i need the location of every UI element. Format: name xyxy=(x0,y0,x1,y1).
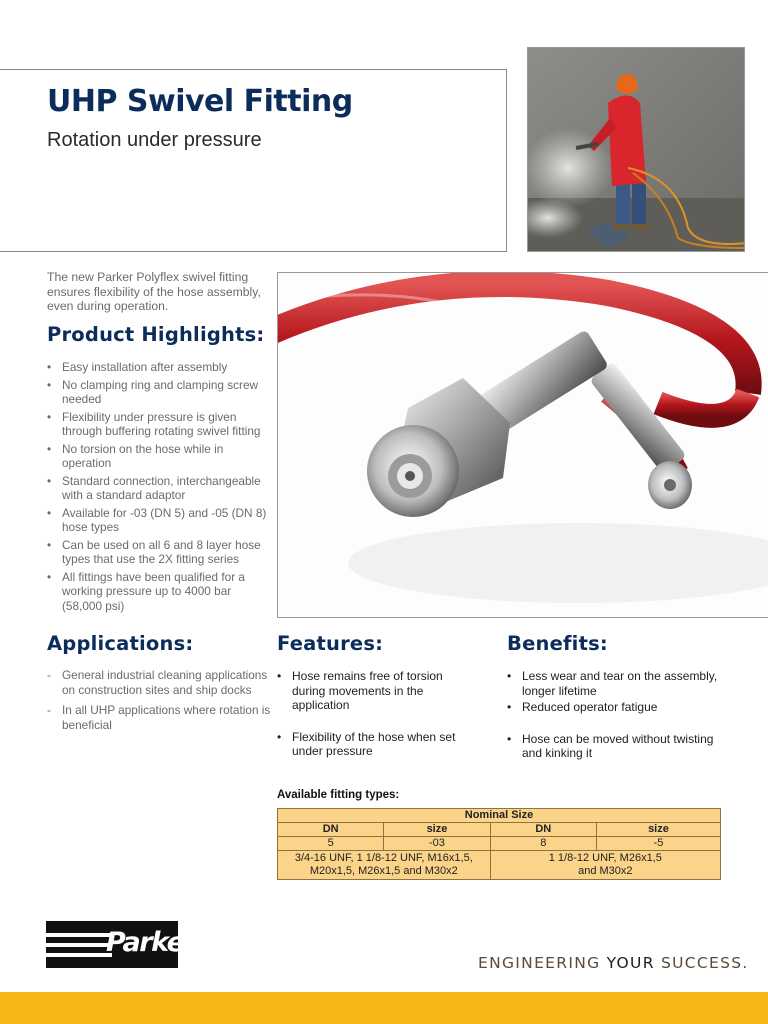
list-item: • Available for -03 (DN 5) and -05 (DN 8) hose types xyxy=(47,506,272,535)
applications-heading: Applications: xyxy=(47,632,194,655)
logo-wordmark: Parker xyxy=(106,927,196,958)
tagline-part: SUCCESS. xyxy=(654,954,749,972)
column-header: size xyxy=(384,823,490,837)
benefits-list xyxy=(507,669,732,761)
fitting-types-table xyxy=(277,808,721,880)
list-item: • No clamping ring and clamping screw needed xyxy=(47,378,272,407)
table-row xyxy=(278,809,721,823)
page-subtitle: Rotation under pressure xyxy=(47,129,262,151)
tagline xyxy=(478,954,749,972)
worker-photo xyxy=(527,47,745,252)
highlights-heading: Product Highlights: xyxy=(47,323,265,346)
list-item: - General industrial cleaning applications on construction sites and ship docks xyxy=(47,668,272,697)
list-item: • Can be used on all 6 and 8 layer hose types that use the 2X fitting series xyxy=(47,538,272,567)
list-item: • Less wear and tear on the assembly, longer lifetime xyxy=(507,669,732,698)
table-row xyxy=(278,837,721,851)
column-header: DN xyxy=(278,823,384,837)
table-cell: 1 1/8-12 UNF, M26x1,5 and M30x2 xyxy=(490,851,720,880)
benefits-heading: Benefits: xyxy=(507,632,608,655)
tagline-part: YOUR xyxy=(606,954,655,972)
column-header: size xyxy=(596,823,720,837)
table-cell: 8 xyxy=(490,837,596,851)
table-cell: -03 xyxy=(384,837,490,851)
table-title: Nominal Size xyxy=(278,809,721,823)
list-item: - In all UHP applications where rotation is beneficial xyxy=(47,703,272,732)
table-row xyxy=(278,851,721,880)
intro-text: The new Parker Polyflex swivel fitting ensures flexibility of the hose assembly, even during operation. xyxy=(47,270,261,313)
list-item: • Hose remains free of torsion during movements in the application xyxy=(277,669,467,713)
hose-photo xyxy=(277,272,768,618)
fitting-types-label: Available fitting types: xyxy=(277,789,400,801)
list-item: • All fittings have been qualified for a working pressure up to 4000 bar (58,000 psi) xyxy=(47,570,272,614)
column-header: DN xyxy=(490,823,596,837)
applications-list xyxy=(47,668,272,738)
list-item: • Flexibility of the hose when set under pressure xyxy=(277,730,467,759)
list-item: • Hose can be moved without twisting and kinking it xyxy=(507,732,732,761)
list-item: • No torsion on the hose while in operation xyxy=(47,442,272,471)
logo-stripe xyxy=(46,933,112,937)
page-title: UHP Swivel Fitting xyxy=(47,84,353,119)
tagline-part: ENGINEERING xyxy=(478,954,607,972)
table-cell: -5 xyxy=(596,837,720,851)
highlights-list xyxy=(47,360,272,616)
table-cell: 5 xyxy=(278,837,384,851)
list-item: • Flexibility under pressure is given through buffering rotating swivel fitting xyxy=(47,410,272,439)
list-item: • Reduced operator fatigue xyxy=(507,700,732,715)
list-item: • Easy installation after assembly xyxy=(47,360,272,375)
footer-accent-bar xyxy=(0,992,768,1024)
table-cell: 3/4-16 UNF, 1 1/8-12 UNF, M16x1,5, M20x1,5, M26x1,5 and M30x2 xyxy=(278,851,491,880)
features-list xyxy=(277,669,467,759)
logo-stripe xyxy=(46,943,112,947)
features-heading: Features: xyxy=(277,632,384,655)
logo-stripe xyxy=(46,953,112,957)
parker-logo xyxy=(46,921,196,968)
table-row xyxy=(278,823,721,837)
list-item: • Standard connection, interchangeable with a standard adaptor xyxy=(47,474,272,503)
